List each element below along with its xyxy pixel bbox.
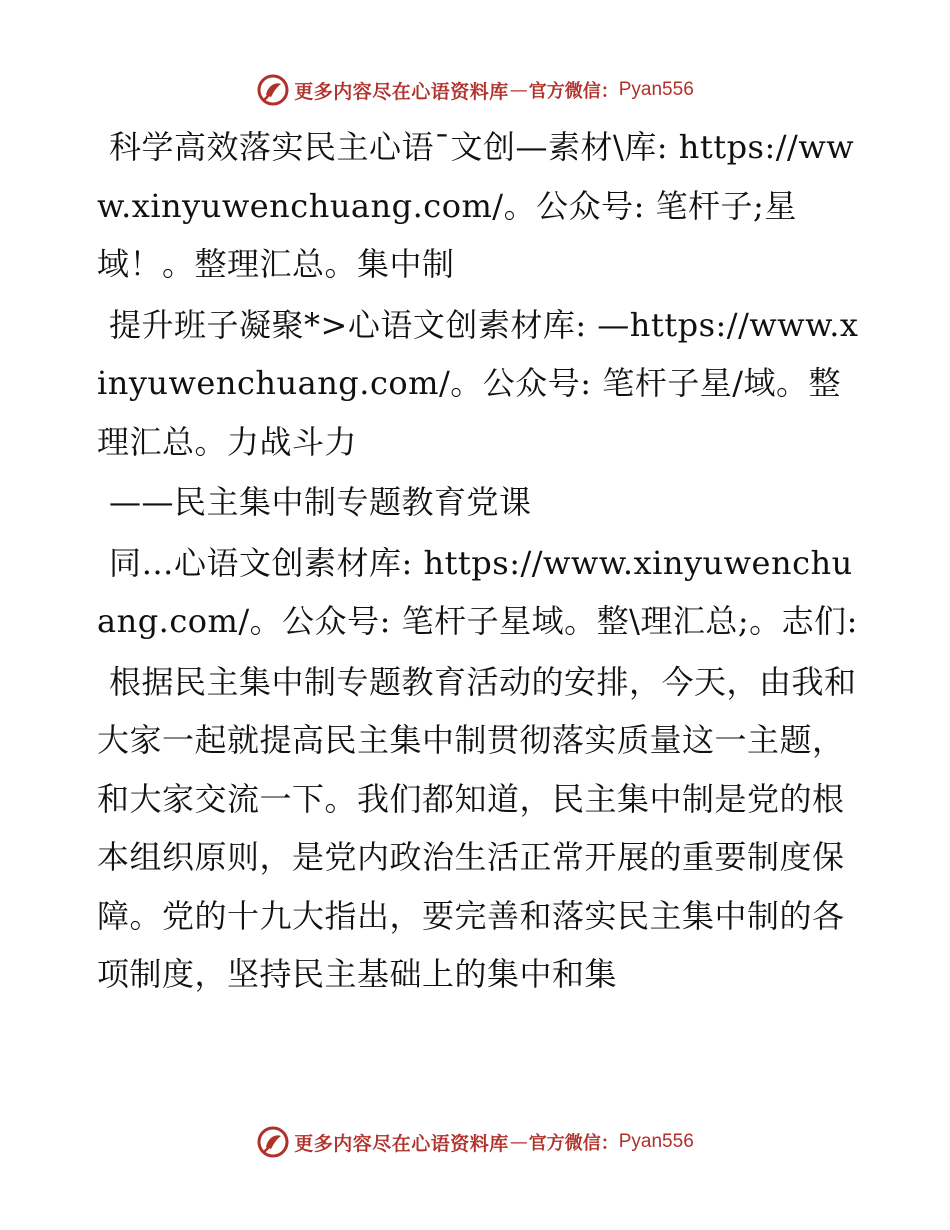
banner-wechat-id: Pyan556 — [618, 79, 694, 100]
paragraph-3: 同…心语文创素材库: https://www.xinyuwenchuang.com/。公众号: 笔杆子星域。整\理汇总;。志们: — [97, 543, 858, 640]
library-logo-icon — [256, 1125, 290, 1159]
banner-wechat-id: Pyan556 — [618, 1131, 694, 1152]
library-logo-icon — [256, 73, 290, 107]
paragraph-2: 提升班子凝聚*>心语文创素材库: —https://www.xinyuwenchuang.com/。公众号: 笔杆子星/域。整理汇总。力战斗力 — [97, 305, 859, 461]
banner-dash: — — [509, 1131, 528, 1153]
footer-banner — [0, 1122, 950, 1162]
banner-wechat-label: 官方微信： — [528, 1133, 619, 1154]
paragraph-4: 根据民主集中制专题教育活动的安排，今天，由我和大家一起就提高民主集中制贯彻落实质量这一主题，和大家交流一下。我们都知道，民主集中制是党的根本组织原则，是党内政治生活正常开展的重要制度保障。党的十九大指出，要完善和落实民主集中制的各项制度，坚持民主基础上的集中和集 — [97, 662, 857, 993]
banner-main-text: 更多内容尽在心语资料库 — [294, 1132, 509, 1155]
header-banner — [0, 70, 950, 110]
banner-dash: — — [509, 79, 528, 101]
banner-wechat-label: 官方微信： — [528, 81, 619, 102]
paragraph-1: 科学高效落实民主心语¯文创—素材\库: https://www.xinyuwenchuang.com/。公众号: 笔杆子;星域！。整理汇总。集中制 — [97, 128, 855, 283]
paragraph-title: ——民主集中制专题教育党课 — [109, 483, 532, 521]
banner-main-text: 更多内容尽在心语资料库 — [294, 80, 509, 103]
document-body — [97, 118, 867, 1006]
